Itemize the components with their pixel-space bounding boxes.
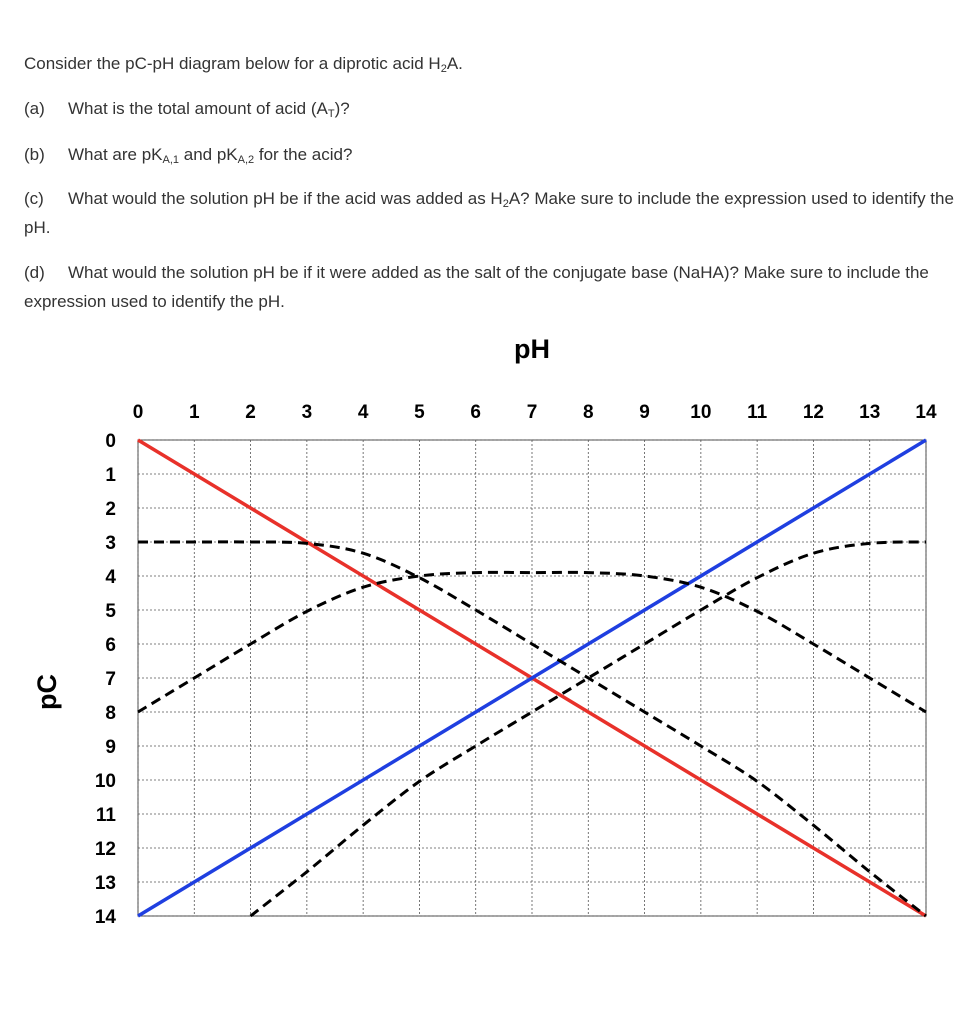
y-tick-label: 14 (94, 907, 116, 928)
x-tick-label: 13 (859, 402, 881, 423)
y-tick-label: 12 (94, 839, 116, 860)
x-tick-label: 9 (639, 402, 650, 423)
y-tick-label: 0 (105, 431, 116, 452)
question-c: (c) What would the solution pH be if the acid was added as $H_2A$? Make sure to include the expression used to identify the pH. (24, 184, 954, 242)
y-tick-label: 2 (105, 499, 116, 520)
y-tick-label: 11 (95, 805, 116, 826)
x-tick-label: 7 (526, 402, 538, 423)
question-a: (a) What is the total amount of acid $(A_T)$? (24, 94, 350, 123)
x-tick-label: 3 (301, 402, 313, 423)
y-tick-label: 10 (94, 771, 116, 792)
y-tick-labels (95, 431, 117, 928)
x-tick-labels (133, 402, 937, 423)
question-c-label: (c) (24, 189, 44, 208)
x-tick-label: 1 (188, 402, 200, 423)
y-tick-label: 7 (105, 669, 116, 690)
y-tick-label: 8 (105, 703, 116, 724)
x-tick-label: 2 (245, 402, 256, 423)
y-tick-label: 3 (105, 533, 116, 554)
x-tick-label: 6 (470, 402, 482, 423)
x-tick-label: 11 (747, 402, 768, 423)
x-axis-title: pH (514, 334, 550, 364)
y-tick-label: 5 (105, 601, 116, 622)
y-tick-label: 13 (94, 873, 116, 894)
question-d-label: (d) (24, 263, 45, 282)
y-tick-label: 4 (105, 567, 116, 588)
x-tick-label: 10 (690, 402, 712, 423)
question-intro: Consider the pC-pH diagram below for a diprotic acid $H_2A$. (24, 54, 463, 75)
x-tick-label: 14 (915, 402, 937, 423)
x-tick-label: 5 (414, 402, 425, 423)
x-tick-label: 12 (802, 402, 824, 423)
question-b: (b) What are $pK_{A,1}$ and $pK_{A,2}$ for the acid? (24, 140, 352, 169)
y-tick-label: 1 (105, 465, 116, 486)
pc-ph-chart (0, 320, 980, 940)
question-a-label: (a) (24, 99, 45, 118)
question-b-label: (b) (24, 145, 45, 164)
y-axis-title: pC (32, 674, 62, 710)
y-tick-label: 6 (105, 635, 116, 656)
x-tick-label: 0 (132, 402, 144, 423)
x-tick-label: 4 (357, 402, 369, 423)
x-tick-label: 8 (582, 402, 594, 423)
question-d: (d) What would the solution pH be if it were added as the salt of the conjugate base (NaHA)? Make sure to include the expression used to identify the pH. (24, 258, 969, 316)
y-tick-label: 9 (105, 737, 116, 758)
